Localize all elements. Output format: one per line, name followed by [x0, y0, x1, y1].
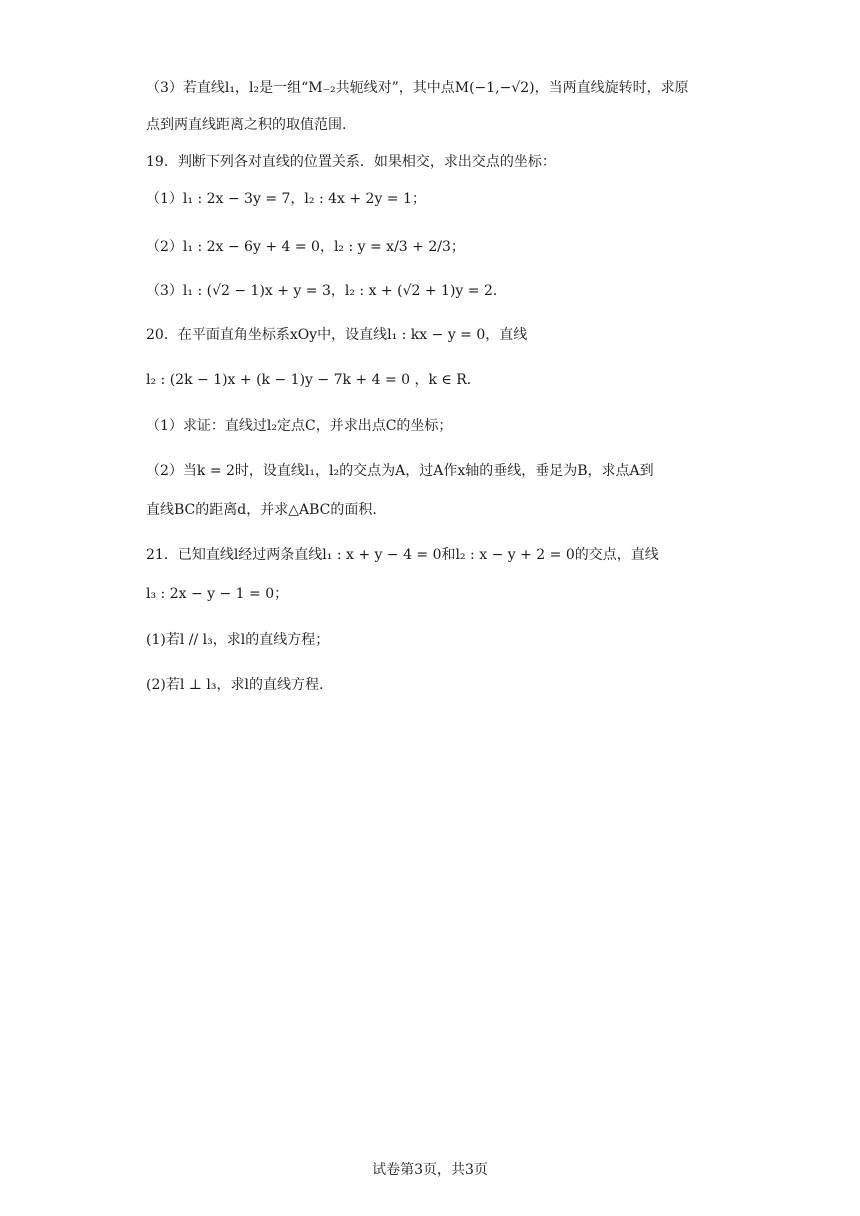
q21-part2: (2)若l ⊥ l₃，求l的直线方程. — [146, 677, 324, 693]
q18-part3-line2: 点到两直线距离之积的取值范围. — [146, 117, 347, 133]
q20-part2-line2: 直线BC的距离d，并求△ABC的面积. — [146, 502, 377, 518]
q18-part3-line1: （3）若直线l₁，l₂是一组“M₋₂共轭线对”，其中点M(−1,−√2)，当两直线旋转时，求原 — [146, 80, 689, 96]
page-footer: 试卷第3页，共3页 — [372, 1162, 488, 1178]
q20-stem-line2: l₂ : (2k − 1)x + (k − 1)y − 7k + 4 = 0 ，k ∈ R． — [146, 372, 481, 388]
q20-stem-line1: 20．在平面直角坐标系xOy中，设直线l₁ : kx − y = 0，直线 — [146, 327, 528, 343]
q20-part2-line1: （2）当k = 2时，设直线l₁，l₂的交点为A，过A作x轴的垂线，垂足为B，求点A到 — [146, 463, 654, 479]
q20-part1: （1）求证：直线过l₂定点C，并求出点C的坐标； — [146, 418, 453, 434]
q21-stem-line1: 21．已知直线l经过两条直线l₁ : x + y − 4 = 0和l₂ : x − y + 2 = 0的交点，直线 — [146, 547, 659, 563]
q21-stem-line2: l₃ : 2x − y − 1 = 0； — [146, 586, 289, 602]
q19-stem: 19．判断下列各对直线的位置关系．如果相交，求出交点的坐标： — [146, 154, 556, 170]
q19-part3: （3）l₁ : (√2 − 1)x + y = 3，l₂ : x + (√2 + 1)y = 2． — [146, 283, 507, 299]
q19-part1: （1）l₁ : 2x − 3y = 7，l₂ : 4x + 2y = 1； — [146, 191, 426, 207]
q19-part2: （2）l₁ : 2x − 6y + 4 = 0，l₂ : y = x/3 + 2/3； — [146, 239, 465, 255]
q21-part1: (1)若l // l₃，求l的直线方程； — [146, 632, 330, 648]
